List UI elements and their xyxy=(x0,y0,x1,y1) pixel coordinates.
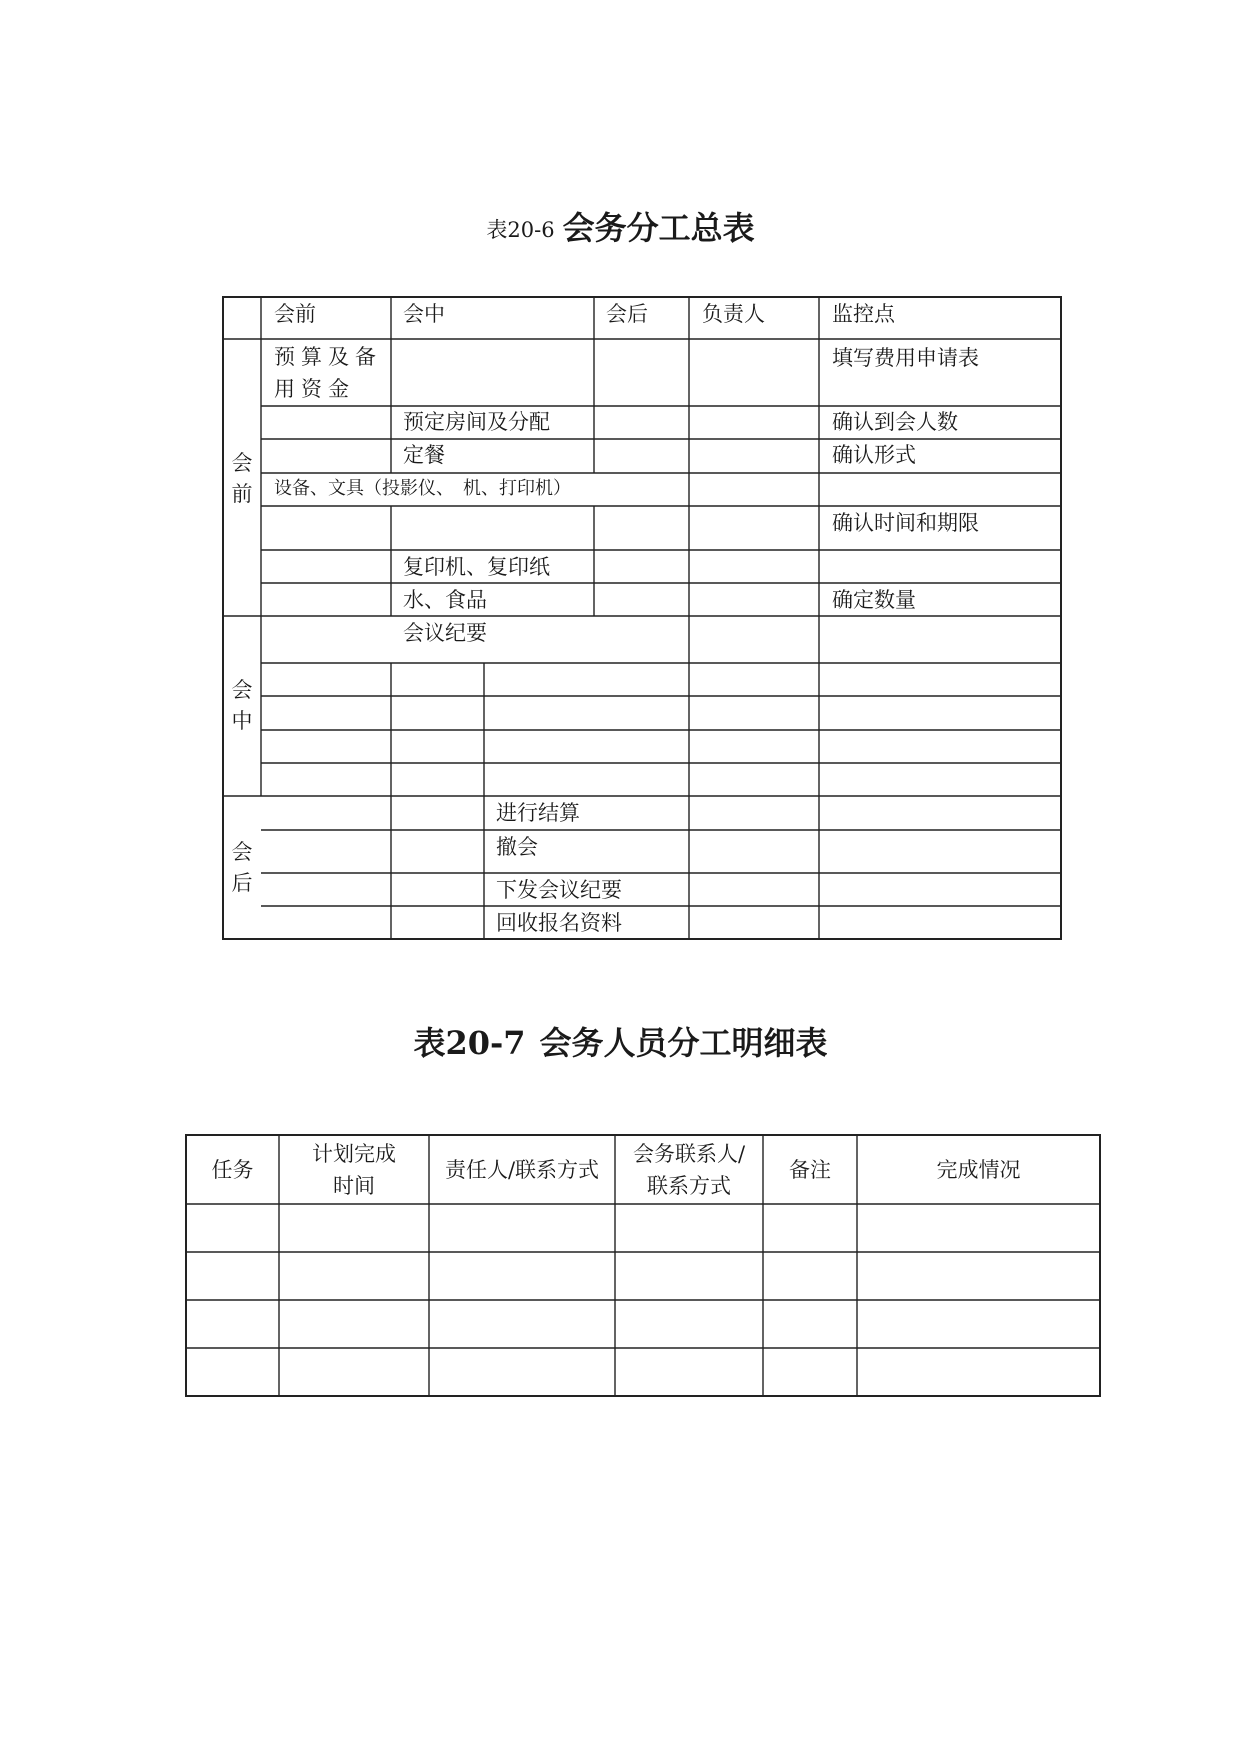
cell-collect: 回收报名资料 xyxy=(496,911,622,935)
cell-leave: 撤会 xyxy=(496,835,538,859)
cell-equipment: 设备、文具（投影仪、 机、打印机） xyxy=(274,478,571,499)
t2-header-task xyxy=(186,1135,279,1204)
cell-room-monitor: 确认到会人数 xyxy=(832,410,958,434)
table1-name: 会务分工总表 xyxy=(562,209,755,247)
t2-header-responsible xyxy=(429,1135,615,1204)
header-before-meeting: 会前 xyxy=(274,302,316,326)
t2-header-remarks-label: 备注 xyxy=(789,1157,831,1182)
header-owner: 负责人 xyxy=(702,302,765,326)
t2-header-plan-label: 计划完成 xyxy=(312,1141,396,1166)
t2-header-status xyxy=(857,1135,1100,1204)
header-monitor-point: 监控点 xyxy=(832,302,895,326)
t2-header-remarks xyxy=(763,1135,857,1204)
cell-room: 预定房间及分配 xyxy=(403,410,550,434)
cell-water: 水、食品 xyxy=(403,588,487,612)
cell-meal-monitor: 确认形式 xyxy=(832,443,916,467)
t2-header-plan-time xyxy=(279,1135,429,1204)
t2-header-time-label: 时间 xyxy=(333,1173,375,1198)
cell-send-minutes: 下发会议纪要 xyxy=(496,878,622,902)
t2-header-contact-label: 会务联系人/ xyxy=(632,1141,746,1166)
group-label-before: 会前 xyxy=(231,451,253,506)
cell-settle: 进行结算 xyxy=(496,801,580,825)
t2-header-contact-method-label: 联系方式 xyxy=(647,1173,731,1198)
group-label-after: 会后 xyxy=(231,840,253,895)
group-label-during: 会中 xyxy=(231,678,253,733)
header-after-meeting: 会后 xyxy=(606,302,648,326)
t2-header-contact xyxy=(615,1135,763,1204)
cell-budget-monitor: 填写费用申请表 xyxy=(832,346,979,370)
table2-name: 会务人员分工明细表 xyxy=(539,1024,828,1062)
t2-header-task-label: 任务 xyxy=(211,1157,254,1182)
cell-water-monitor: 确定数量 xyxy=(832,588,916,612)
t2-header-status-label: 完成情况 xyxy=(936,1157,1021,1182)
cell-budget: 预算及备用资金 xyxy=(274,345,382,401)
cell-time-monitor: 确认时间和期限 xyxy=(832,511,979,535)
table1-number: 表20-6 xyxy=(486,218,555,242)
table2-number: 表20-7 xyxy=(413,1024,526,1062)
cell-meal: 定餐 xyxy=(403,443,445,467)
cell-copier: 复印机、复印纸 xyxy=(403,555,550,579)
cell-minutes: 会议纪要 xyxy=(403,621,487,645)
header-during-meeting: 会中 xyxy=(403,302,445,326)
t2-header-responsible-label: 责任人/联系方式 xyxy=(444,1157,600,1182)
